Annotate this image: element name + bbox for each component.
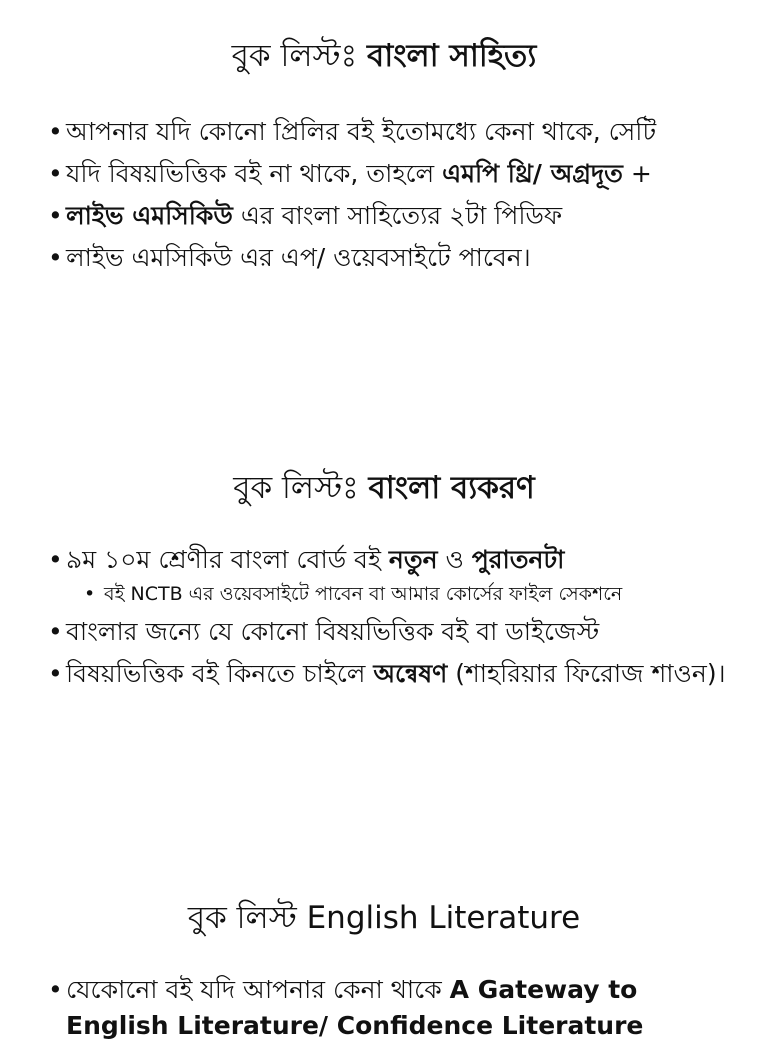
item-text: বাংলার জন্যে যে কোনো বিষয়ভিত্তিক বই বা ডাইজেস্ট — [66, 617, 600, 646]
item-text: + — [622, 159, 652, 188]
heading-english-literature — [0, 898, 768, 938]
item-bold: লাইভ এমসিকিউ — [66, 201, 233, 230]
item-bold: নতুন — [388, 545, 438, 574]
bullet-list — [0, 972, 768, 1044]
item-text: (শাহরিয়ার ফিরোজ শাওন)। — [447, 659, 726, 688]
heading-bangla-byakoron — [0, 468, 768, 508]
item-text: লাইভ এমসিকিউ এর এপ/ ওয়েবসাইটে পাবেন। — [66, 243, 531, 272]
section-bangla-sahitya — [0, 36, 768, 282]
sub-list-item — [78, 580, 738, 608]
list-item — [0, 614, 768, 650]
heading-prefix: বুক লিস্টঃ — [233, 470, 359, 506]
list-item — [0, 240, 768, 276]
list-item — [0, 972, 768, 1044]
list-item — [0, 198, 768, 234]
item-text: আপনার যদি কোনো প্রিলির বই ইতোমধ্যে কেনা থাকে, সেটি — [66, 117, 657, 146]
heading-prefix: বুক লিস্ট — [187, 900, 297, 936]
section-bangla-byakoron — [0, 468, 768, 698]
bullet-list — [0, 542, 768, 692]
item-text: এর বাংলা সাহিত্যের ২টা পিডিফ — [232, 201, 563, 230]
heading-bangla-sahitya — [0, 36, 768, 76]
item-text: ৯ম ১০ম শ্রেণীর বাংলা বোর্ড বই — [66, 545, 389, 574]
item-text: বিষয়ভিত্তিক বই কিনতে চাইলে — [66, 659, 374, 688]
item-text: যদি বিষয়ভিত্তিক বই না থাকে, তাহলে — [66, 159, 443, 188]
heading-rest: English Literature — [306, 900, 581, 936]
heading-bold: বাংলা সাহিত্য — [366, 38, 537, 74]
item-text: ও — [437, 545, 472, 574]
sub-list — [66, 580, 738, 608]
list-item — [0, 114, 768, 150]
item-bold: পুরাতনটা — [471, 545, 565, 574]
item-text: যেকোনো বই যদি আপনার কেনা থাকে — [66, 975, 450, 1004]
sub-item-text: বই NCTB এর ওয়েবসাইটে পাবেন বা আমার কোর্সের ফাইল সেকশনে — [104, 583, 623, 605]
item-bold: A Gateway to English Literature/ Confidence Literature — [66, 975, 644, 1040]
list-item — [0, 656, 768, 692]
item-bold: এমপি থ্রি/ অগ্রদূত — [442, 159, 623, 188]
list-item — [0, 156, 768, 192]
heading-bold: বাংলা ব্যকরণ — [368, 470, 535, 506]
heading-prefix: বুক লিস্টঃ — [231, 38, 358, 74]
item-bold: অন্বেষণ — [373, 659, 448, 688]
section-english-literature — [0, 898, 768, 1050]
bullet-list — [0, 114, 768, 276]
list-item — [0, 542, 768, 608]
